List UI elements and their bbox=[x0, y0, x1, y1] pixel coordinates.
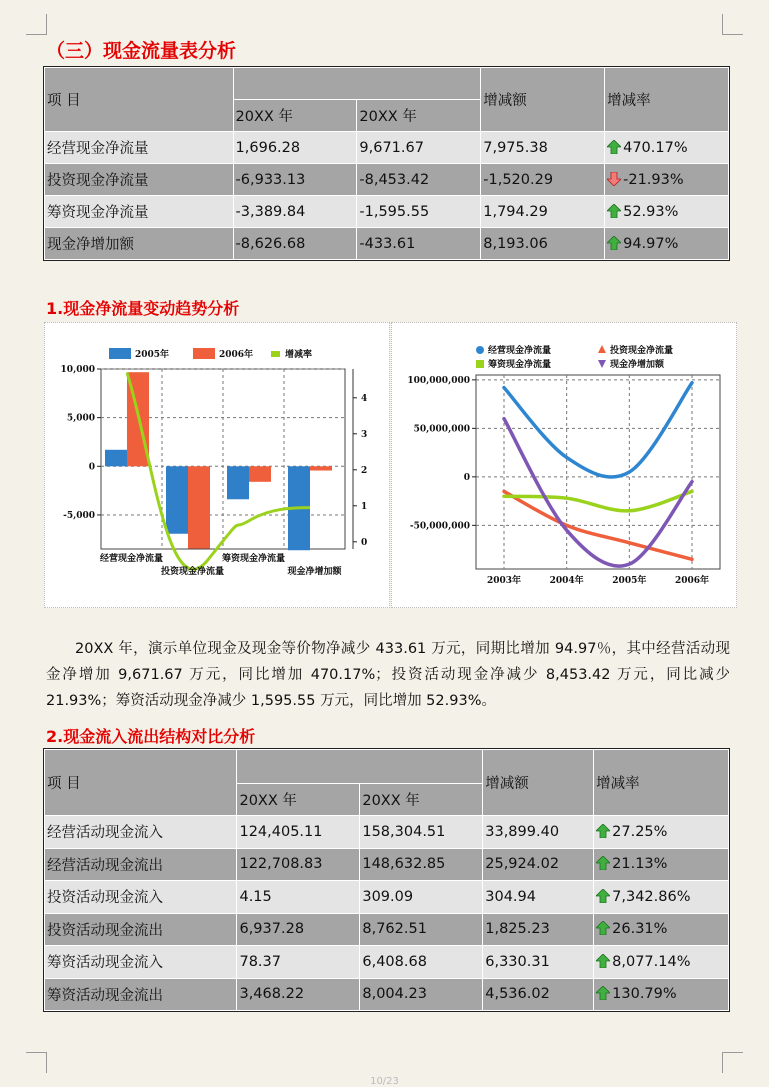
cell-name: 现金净增加额 bbox=[45, 228, 234, 260]
bar-chart bbox=[45, 323, 389, 607]
y-tick-label: 100,000,000 bbox=[407, 375, 470, 386]
green-up-arrow-icon bbox=[596, 954, 610, 968]
cell-change: 33,899.40 bbox=[483, 816, 594, 849]
cell-name: 筹资活动现金流入 bbox=[45, 946, 237, 979]
legend-swatch-1 bbox=[193, 348, 215, 359]
legend-marker-3 bbox=[598, 360, 606, 368]
series-point-1-3 bbox=[691, 558, 694, 561]
y-tick-label: 0 bbox=[463, 472, 470, 483]
table-row bbox=[45, 978, 729, 1011]
plot-area bbox=[476, 375, 720, 569]
x-tick-label: 2006年 bbox=[674, 576, 710, 586]
table-row bbox=[45, 848, 729, 881]
header-year1: 20XX 年 bbox=[233, 100, 357, 132]
cell-name: 经营现金净流量 bbox=[45, 132, 234, 164]
legend-marker-1 bbox=[598, 345, 606, 353]
table-row bbox=[45, 164, 729, 196]
series-point-3-1 bbox=[565, 529, 568, 532]
cell-y2: -8,453.42 bbox=[357, 164, 481, 196]
section-title: （三）现金流量表分析 bbox=[46, 40, 237, 62]
crop-mark-bottom-left bbox=[26, 1052, 47, 1073]
series-point-2-1 bbox=[565, 497, 568, 500]
legend-label: 现金净增加额 bbox=[610, 360, 665, 370]
table-row bbox=[45, 196, 729, 228]
legend-swatch-0 bbox=[109, 348, 131, 359]
x-category-label: 经营现金净流量 bbox=[99, 554, 164, 564]
table-row bbox=[45, 228, 729, 260]
legend-label: 筹资现金净流量 bbox=[488, 360, 552, 370]
cell-y2: 148,632.85 bbox=[360, 848, 483, 881]
cell-change: 304.94 bbox=[483, 881, 594, 914]
cell-y2: 6,408.68 bbox=[360, 946, 483, 979]
series-point-0-3 bbox=[691, 381, 694, 384]
page-number: 10/23 bbox=[370, 1076, 399, 1087]
cell-y1: -8,626.68 bbox=[233, 228, 357, 260]
header-change: 增减额 bbox=[481, 68, 605, 132]
cell-rate bbox=[605, 196, 729, 228]
green-up-arrow-icon bbox=[596, 986, 610, 1000]
header-year1: 20XX 年 bbox=[237, 784, 360, 816]
cell-y2: -433.61 bbox=[357, 228, 481, 260]
green-up-arrow-icon bbox=[596, 824, 610, 838]
bar-chart-panel bbox=[44, 322, 390, 608]
cell-change: 1,794.29 bbox=[481, 196, 605, 228]
cell-name: 筹资现金净流量 bbox=[45, 196, 234, 228]
subtitle-trend: 1.现金净流量变动趋势分析 bbox=[46, 299, 240, 318]
x-category-label: 现金净增加额 bbox=[287, 567, 342, 577]
cell-name: 筹资活动现金流出 bbox=[45, 978, 237, 1011]
y2-tick-label: 0 bbox=[361, 537, 368, 548]
cell-name: 投资活动现金流入 bbox=[45, 881, 237, 914]
rate-value: 26.31% bbox=[612, 921, 668, 938]
legend-marker-2 bbox=[476, 360, 484, 368]
rate-value: 130.79% bbox=[612, 986, 677, 1003]
legend-label: 经营现金净流量 bbox=[488, 346, 552, 356]
subtitle-structure: 2.现金流入流出结构对比分析 bbox=[46, 727, 256, 746]
series-point-3-0 bbox=[503, 417, 506, 420]
cell-rate bbox=[605, 132, 729, 164]
cell-y2: 158,304.51 bbox=[360, 816, 483, 849]
analysis-paragraph: 20XX 年，演示单位现金及现金等价物净减少 433.61 万元，同期比增加 94.97％，其中经营活动现金净增加 9,671.67 万元，同比增加 470.17%；投资活动现金净减少 8,453.42 万元，同比减少 21.93%；筹资活动现金净减少 1,595.55 万元，同比增加 52.93%。 bbox=[46, 641, 730, 709]
table-row bbox=[45, 946, 729, 979]
cell-rate bbox=[594, 848, 729, 881]
cell-name: 经营活动现金流入 bbox=[45, 816, 237, 849]
green-up-arrow-icon bbox=[607, 204, 621, 218]
series-point-3-2 bbox=[628, 563, 631, 566]
rate-value: 27.25% bbox=[612, 823, 668, 840]
cell-y1: 124,405.11 bbox=[237, 816, 360, 849]
rate-value: 94.97% bbox=[623, 235, 679, 252]
cell-change: 4,536.02 bbox=[483, 978, 594, 1011]
legend-marker-0 bbox=[476, 346, 484, 354]
series-point-0-0 bbox=[503, 386, 506, 389]
header-item: 项 目 bbox=[45, 750, 237, 816]
legend-label: 投资现金净流量 bbox=[610, 346, 674, 356]
header-year2: 20XX 年 bbox=[360, 784, 483, 816]
cell-rate bbox=[594, 816, 729, 849]
header-change: 增减额 bbox=[483, 750, 594, 816]
green-up-arrow-icon bbox=[596, 889, 610, 903]
x-tick-label: 2004年 bbox=[549, 576, 584, 586]
series-point-2-2 bbox=[628, 509, 631, 512]
y-tick-label: -50,000,000 bbox=[409, 521, 470, 532]
cell-y1: -6,933.13 bbox=[233, 164, 357, 196]
cell-change: 7,975.38 bbox=[481, 132, 605, 164]
x-category-label: 投资现金净流量 bbox=[160, 567, 225, 577]
cell-rate bbox=[594, 946, 729, 979]
cell-y1: -3,389.84 bbox=[233, 196, 357, 228]
header-item: 项 目 bbox=[45, 68, 234, 132]
cashflow-structure-table bbox=[44, 749, 729, 1011]
rate-value: 21.13% bbox=[612, 856, 668, 873]
header-rate: 增减率 bbox=[594, 750, 729, 816]
y-tick-label: 5,000 bbox=[66, 413, 95, 424]
legend-label: 2005年 bbox=[135, 350, 170, 360]
cell-change: 8,193.06 bbox=[481, 228, 605, 260]
cell-change: 6,330.31 bbox=[483, 946, 594, 979]
cell-rate bbox=[594, 881, 729, 914]
cashflow-net-table bbox=[44, 67, 729, 260]
cell-y1: 3,468.22 bbox=[237, 978, 360, 1011]
series-point-1-2 bbox=[628, 541, 631, 544]
bar-0-1 bbox=[166, 466, 188, 533]
cell-y2: -1,595.55 bbox=[357, 196, 481, 228]
cell-change: 1,825.23 bbox=[483, 913, 594, 946]
red-down-arrow-icon bbox=[607, 172, 621, 186]
table-row bbox=[45, 816, 729, 849]
cell-y2: 9,671.67 bbox=[357, 132, 481, 164]
y2-tick-label: 4 bbox=[361, 393, 368, 404]
crop-mark-top-left bbox=[26, 14, 47, 35]
cell-rate bbox=[605, 228, 729, 260]
rate-value: 52.93% bbox=[623, 203, 679, 220]
y-tick-label: 0 bbox=[88, 462, 95, 473]
series-point-0-2 bbox=[628, 471, 631, 474]
legend-label: 增减率 bbox=[285, 350, 313, 360]
green-up-arrow-icon bbox=[607, 140, 621, 154]
line-chart-panel bbox=[391, 322, 737, 608]
header-years bbox=[233, 68, 481, 100]
green-up-arrow-icon bbox=[607, 236, 621, 250]
green-up-arrow-icon bbox=[596, 921, 610, 935]
rate-value: 470.17% bbox=[623, 139, 688, 156]
y-tick-label: 50,000,000 bbox=[413, 424, 470, 435]
y-tick-label: -5,000 bbox=[63, 510, 95, 521]
header-rate: 增减率 bbox=[605, 68, 729, 132]
series-point-2-0 bbox=[503, 495, 506, 498]
x-tick-label: 2003年 bbox=[486, 576, 522, 586]
cell-name: 投资活动现金流出 bbox=[45, 913, 237, 946]
bar-1-3 bbox=[310, 466, 332, 470]
header-years bbox=[237, 750, 483, 784]
legend-label: 2006年 bbox=[219, 350, 254, 360]
table-row bbox=[45, 132, 729, 164]
rate-value: 7,342.86% bbox=[612, 888, 691, 905]
bar-0-2 bbox=[227, 466, 249, 499]
y2-tick-label: 2 bbox=[361, 465, 368, 476]
bar-1-2 bbox=[249, 466, 271, 482]
cell-change: -1,520.29 bbox=[481, 164, 605, 196]
series-point-1-0 bbox=[503, 490, 506, 493]
rate-value: -21.93% bbox=[623, 171, 684, 188]
series-point-3-3 bbox=[691, 480, 694, 483]
cell-y2: 8,004.23 bbox=[360, 978, 483, 1011]
cell-y1: 122,708.83 bbox=[237, 848, 360, 881]
cell-rate bbox=[594, 978, 729, 1011]
table-row bbox=[45, 913, 729, 946]
y2-tick-label: 1 bbox=[361, 501, 368, 512]
x-tick-label: 2005年 bbox=[612, 576, 647, 586]
cell-y1: 78.37 bbox=[237, 946, 360, 979]
bar-1-1 bbox=[188, 466, 210, 548]
x-category-label: 筹资现金净流量 bbox=[221, 554, 286, 564]
cell-y1: 6,937.28 bbox=[237, 913, 360, 946]
series-point-2-3 bbox=[691, 490, 694, 493]
crop-mark-bottom-right bbox=[722, 1052, 743, 1073]
green-up-arrow-icon bbox=[596, 856, 610, 870]
cell-y1: 1,696.28 bbox=[233, 132, 357, 164]
line-chart bbox=[392, 323, 736, 607]
cell-name: 经营活动现金流出 bbox=[45, 848, 237, 881]
cell-rate bbox=[594, 913, 729, 946]
series-point-0-1 bbox=[565, 456, 568, 459]
y-tick-label: 10,000 bbox=[60, 365, 95, 375]
cell-y2: 309.09 bbox=[360, 881, 483, 914]
cell-y2: 8,762.51 bbox=[360, 913, 483, 946]
bar-0-0 bbox=[105, 450, 127, 467]
cell-name: 投资现金净流量 bbox=[45, 164, 234, 196]
table-row bbox=[45, 881, 729, 914]
rate-value: 8,077.14% bbox=[612, 953, 691, 970]
header-year2: 20XX 年 bbox=[357, 100, 481, 132]
cell-y1: 4.15 bbox=[237, 881, 360, 914]
cell-change: 25,924.02 bbox=[483, 848, 594, 881]
legend-swatch-2 bbox=[271, 351, 280, 357]
cell-rate bbox=[605, 164, 729, 196]
crop-mark-top-right bbox=[722, 14, 743, 35]
y2-tick-label: 3 bbox=[361, 429, 368, 440]
